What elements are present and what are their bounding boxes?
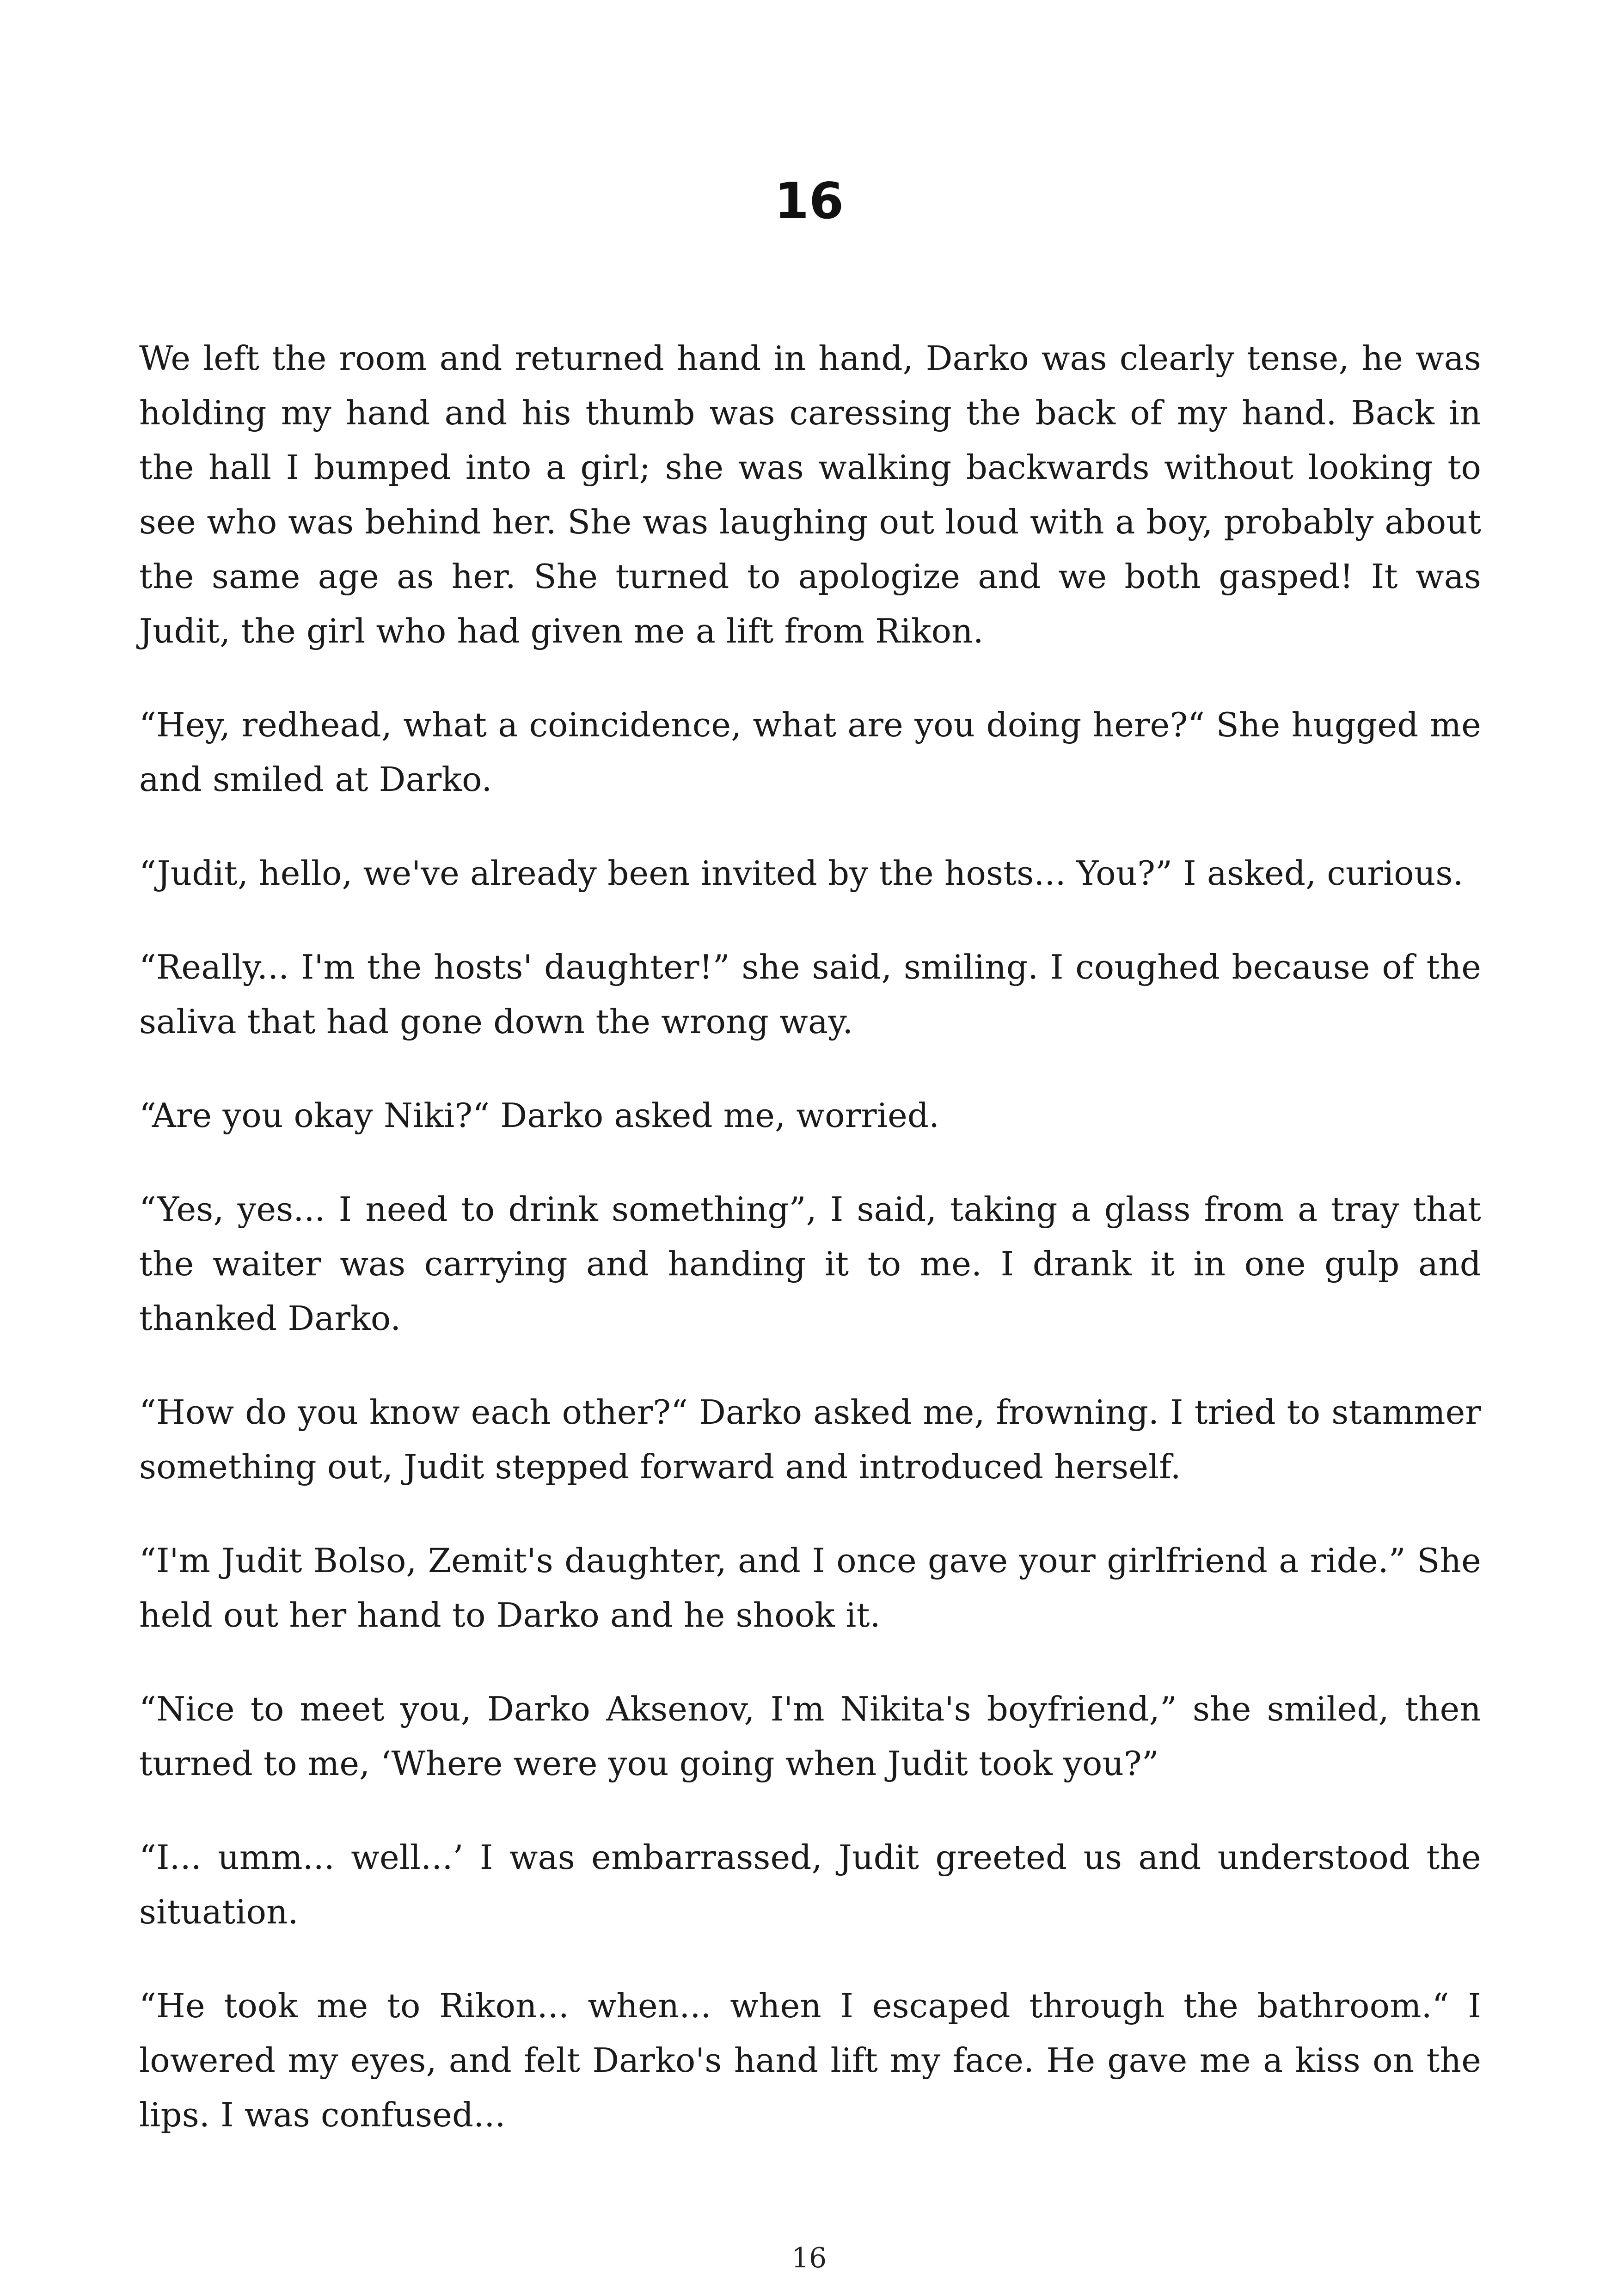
chapter-body: [139, 331, 1481, 2181]
paragraph: “Are you okay Niki?“ Darko asked me, worried.: [139, 1096, 940, 1135]
paragraph: We left the room and returned hand in hand, Darko was clearly tense, he was holding my hand and his thumb was caressing the back of my hand. Back in the hall I bumped into a girl; she was walking backwards without looking to see who was behind her. She was laughing out loud with a boy, probably about the same age as her. She turned to apologize and we both gasped! It was Judit, the girl who had given me a lift from Rikon.: [139, 339, 1481, 650]
paragraph: “Yes, yes... I need to drink something”, I said, taking a glass from a tray that the waiter was carrying and handing it to me. I drank it in one gulp and thanked Darko.: [139, 1190, 1481, 1338]
chapter-title: 16: [774, 172, 844, 231]
paragraph: “I... umm... well...’ I was embarrassed, Judit greeted us and understood the situation.: [139, 1838, 1481, 1931]
paragraph: “Nice to meet you, Darko Aksenov, I'm Nikita's boyfriend,” she smiled, then turned to me, ‘Where were you going when Judit took you?”: [139, 1690, 1481, 1783]
paragraph: “Judit, hello, we've already been invited by the hosts... You?” I asked, curious.: [139, 854, 1464, 893]
paragraph: “Hey, redhead, what a coincidence, what are you doing here?“ She hugged me and smiled at Darko.: [139, 705, 1481, 799]
paragraph: “He took me to Rikon... when... when I escaped through the bathroom.“ I lowered my eyes, and felt Darko's hand lift my face. He gave me a kiss on the lips. I was confused...: [139, 1986, 1481, 2134]
paragraph: “How do you know each other?“ Darko asked me, frowning. I tried to stammer something out, Judit stepped forward and introduced herself.: [139, 1393, 1481, 1486]
page-number: 16: [791, 2242, 827, 2274]
paragraph: “I'm Judit Bolso, Zemit's daughter, and I once gave your girlfriend a ride.” She held out her hand to Darko and he shook it.: [139, 1541, 1481, 1635]
paragraph: “Really... I'm the hosts' daughter!” she said, smiling. I coughed because of the saliva that had gone down the wrong way.: [139, 948, 1481, 1041]
